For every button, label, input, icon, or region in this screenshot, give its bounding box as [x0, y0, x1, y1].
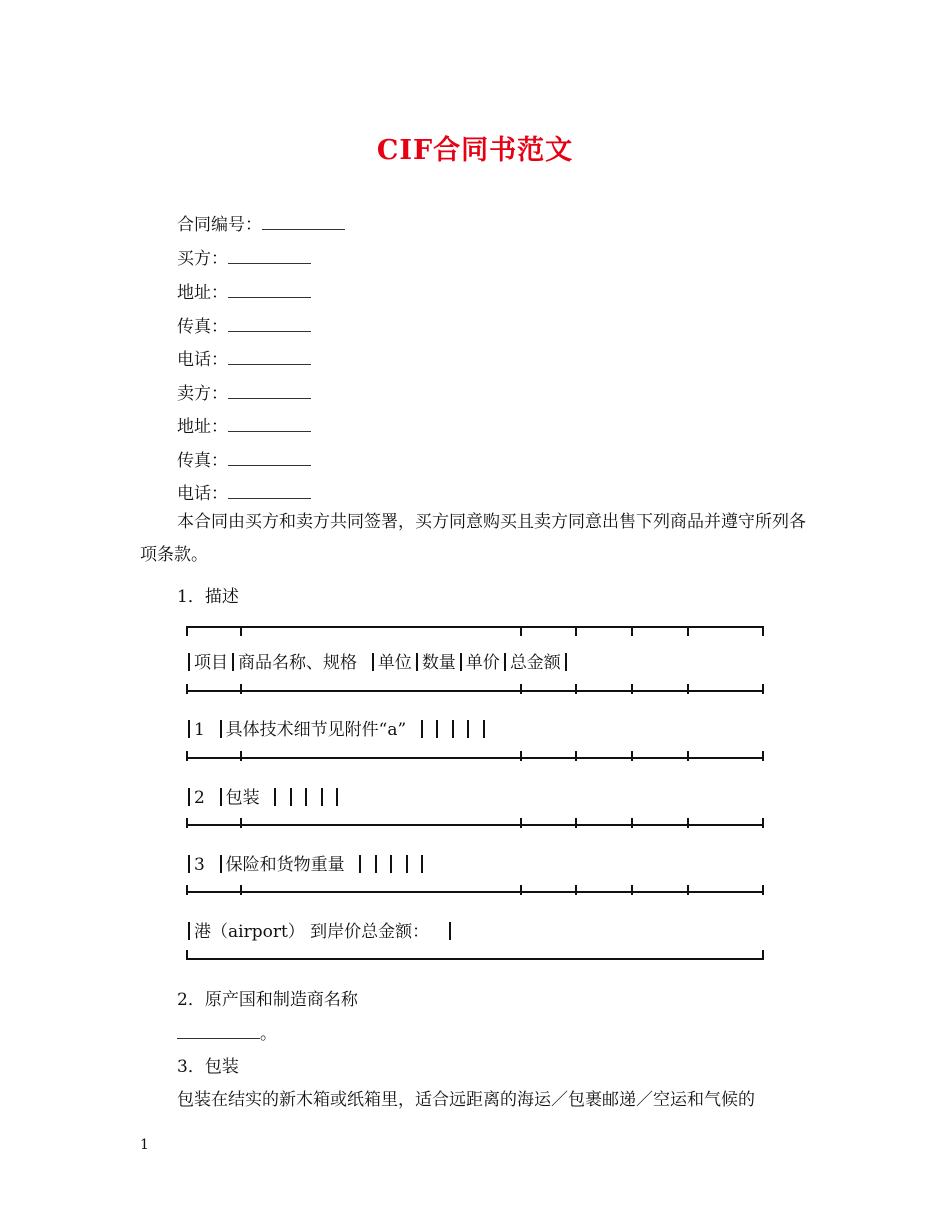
table-row: 1 具体技术细节见附件“a” — [184, 715, 489, 740]
field-buyer-phone: 电话： — [177, 345, 311, 370]
field-buyer-fax: 传真： — [177, 312, 311, 337]
field-buyer: 买方： — [177, 244, 311, 269]
section3-text: 包装在结实的新木箱或纸箱里，适合远距离的海运／包裹邮递／空运和气候的 — [177, 1090, 755, 1110]
header-cell: 单价 — [465, 653, 500, 673]
blank-line — [177, 1024, 260, 1039]
blank-line — [228, 249, 311, 264]
blank-line — [228, 317, 311, 332]
table-row: 3 保险和货物重量 — [184, 850, 427, 875]
field-seller-fax: 传真： — [177, 446, 311, 471]
blank-line — [228, 384, 311, 399]
section1-heading: 1．描述 — [177, 587, 239, 607]
blank-line — [262, 215, 345, 230]
table-header-row — [184, 648, 571, 673]
table-border — [186, 824, 764, 826]
blank-line — [228, 484, 311, 499]
header-cell: 商品名称、规格 — [238, 653, 357, 673]
table-border — [186, 757, 764, 759]
table-total-row: 港（airport） 到岸价总金额： — [184, 917, 455, 942]
intro-paragraph: 本合同由买方和卖方共同签署，买方同意购买且卖方同意出售下列商品并遵守所列各项条款。 — [140, 512, 806, 565]
blank-line — [228, 350, 311, 365]
blank-line — [228, 451, 311, 466]
section2-heading: 2．原产国和制造商名称 — [177, 990, 358, 1010]
header-cell: 数量 — [421, 653, 456, 673]
table-row: 2 包装 — [184, 783, 342, 808]
page-number: 1 — [140, 1137, 149, 1153]
field-buyer-address: 地址： — [177, 278, 311, 303]
blank-line — [228, 417, 311, 432]
section2-blank: 。 — [177, 1019, 277, 1044]
section3-heading: 3．包装 — [177, 1057, 239, 1077]
header-cell: 总金额 — [509, 653, 561, 673]
field-contract-no: 合同编号： — [177, 210, 345, 235]
header-cell: 单位 — [377, 653, 412, 673]
blank-line — [228, 283, 311, 298]
header-cell: 项目 — [194, 653, 228, 673]
page-title: CIF合同书范文 — [376, 135, 574, 166]
table-border-bottom — [186, 958, 764, 960]
table-border — [186, 690, 764, 692]
field-seller: 卖方： — [177, 379, 311, 404]
field-seller-phone: 电话： — [177, 479, 311, 504]
field-seller-address: 地址： — [177, 412, 311, 437]
table-border — [186, 891, 764, 893]
table-border-top — [186, 626, 764, 628]
